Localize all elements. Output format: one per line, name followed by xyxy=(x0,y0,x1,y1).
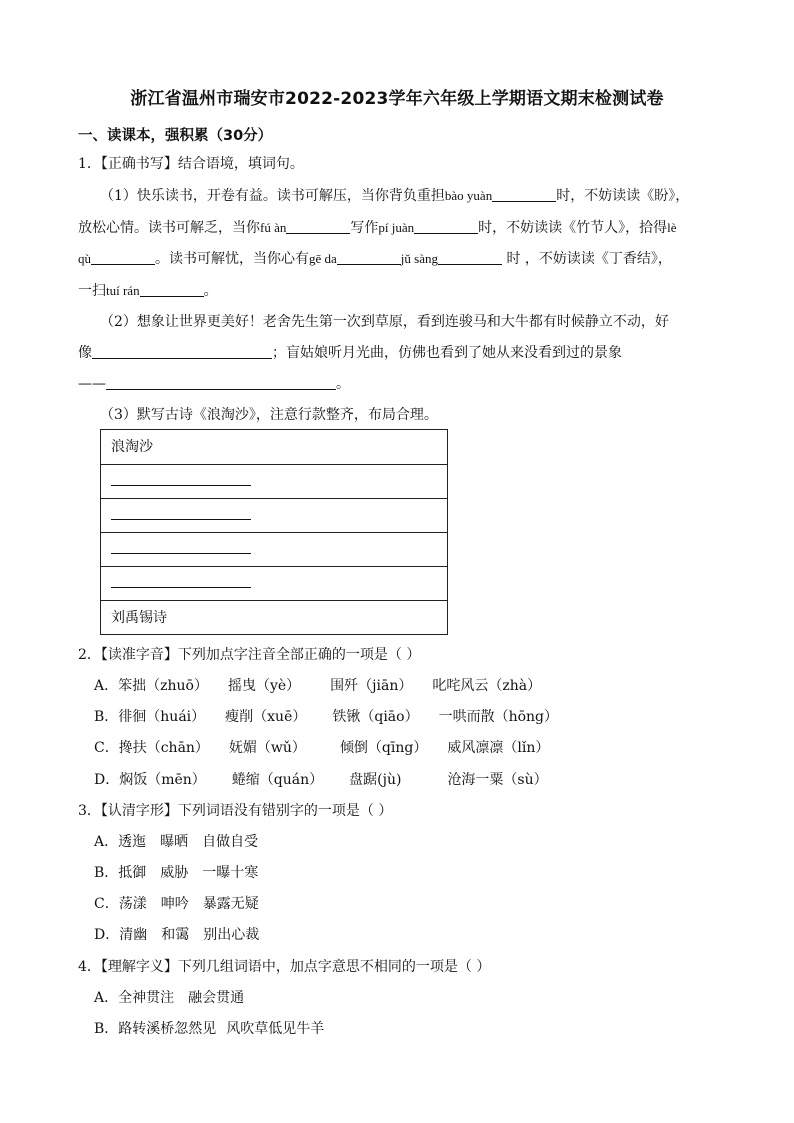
answer-blank[interactable] xyxy=(91,250,155,265)
q2-stem: 2．【读准字音】下列加点字注音全部正确的一项是（ ） xyxy=(78,647,421,663)
section-heading: 一、读课本，强积累（30分） xyxy=(78,128,273,144)
page-title: 浙江省温州市瑞安市2022-2023学年六年级上学期语文期末检测试卷 xyxy=(130,89,664,109)
q1-stem: 1．【正确书写】结合语境，填词句。 xyxy=(78,156,304,172)
poem-table xyxy=(100,429,448,635)
answer-blank[interactable] xyxy=(106,375,336,390)
q2-option-c[interactable]: C．搀扶（chān） 妩媚（wǔ） 倾倒（qīng） 威风凛凛（lǐn） xyxy=(94,740,550,756)
q1-p1-line1: （1）快乐读书，开卷有益。读书可解压，当你背负重担bào yuàn 时，不妨读读《盼》， xyxy=(100,188,690,204)
answer-blank[interactable] xyxy=(414,219,478,234)
answer-blank[interactable] xyxy=(111,485,251,486)
q3-stem: 3．【认清字形】下列词语没有错别字的一项是（ ） xyxy=(78,803,393,819)
answer-blank[interactable] xyxy=(92,344,272,359)
answer-blank[interactable] xyxy=(438,250,502,265)
poem-line-row[interactable] xyxy=(101,464,447,498)
q4-option-b[interactable]: B．路转溪桥忽然见 风吹草低见牛羊 xyxy=(94,1021,325,1037)
answer-blank[interactable] xyxy=(111,519,251,520)
q1-p1-line3: qù 。读书可解忧，当你心有gē da jǔ sàng 时 ，不妨读读《丁香结》， xyxy=(78,251,672,267)
q3-option-a[interactable]: A．透迤 曝晒 自做自受 xyxy=(94,834,259,850)
poem-line-row[interactable] xyxy=(101,566,447,600)
answer-blank[interactable] xyxy=(111,587,251,588)
answer-blank[interactable] xyxy=(140,282,204,297)
answer-blank[interactable] xyxy=(111,553,251,554)
answer-blank[interactable] xyxy=(286,219,350,234)
q1-p1-line2: 放松心情。读书可解乏，当你fú àn 写作pí juàn 时，不妨读读《竹节人》，拾得lè xyxy=(78,220,677,236)
poem-line-row[interactable] xyxy=(101,498,447,532)
q2-option-d[interactable]: D．焖饭（mēn） 蜷缩（quán） 盘踞(jù) 沧海一粟（sù） xyxy=(94,772,548,788)
poem-title-row: 浪淘沙 xyxy=(111,439,153,455)
q3-option-d[interactable]: D．清幽 和霭 别出心裁 xyxy=(94,927,260,943)
q1-p1-line4: 一扫tuí rán 。 xyxy=(78,283,218,299)
q4-option-a[interactable]: A．全神贯注 融会贯通 xyxy=(94,990,245,1006)
q1-p2-line1: （2）想象让世界更美好！老舍先生第一次到草原，看到连骏马和大牛都有时候静立不动，好 xyxy=(100,314,669,330)
poem-author-row: 刘禹锡诗 xyxy=(101,600,447,634)
q1-p2-line2: 像 ；盲姑娘听月光曲，仿佛也看到了她从来没看到过的景象 xyxy=(78,345,622,361)
q1-p2-line3: —— 。 xyxy=(78,376,350,392)
q2-option-b[interactable]: B．徘徊（huái） 瘦削（xuē） 铁锹（qiāo） 一哄而散（hōng） xyxy=(94,709,559,725)
q2-option-a[interactable]: A．笨拙（zhuō） 摇曳（yè） 围歼（jiān） 叱咤风云（zhà） xyxy=(94,678,542,694)
q3-option-b[interactable]: B．抵御 威胁 一曝十寒 xyxy=(94,865,259,881)
answer-blank[interactable] xyxy=(492,187,556,202)
poem-line-row[interactable] xyxy=(101,532,447,566)
q3-option-c[interactable]: C．荡漾 呻吟 暴露无疑 xyxy=(94,896,259,912)
q4-stem: 4．【理解字义】下列几组词语中，加点字意思不相同的一项是（ ） xyxy=(78,959,491,975)
answer-blank[interactable] xyxy=(337,250,401,265)
q1-p3: （3）默写古诗《浪淘沙》，注意行款整齐，布局合理。 xyxy=(100,407,438,423)
